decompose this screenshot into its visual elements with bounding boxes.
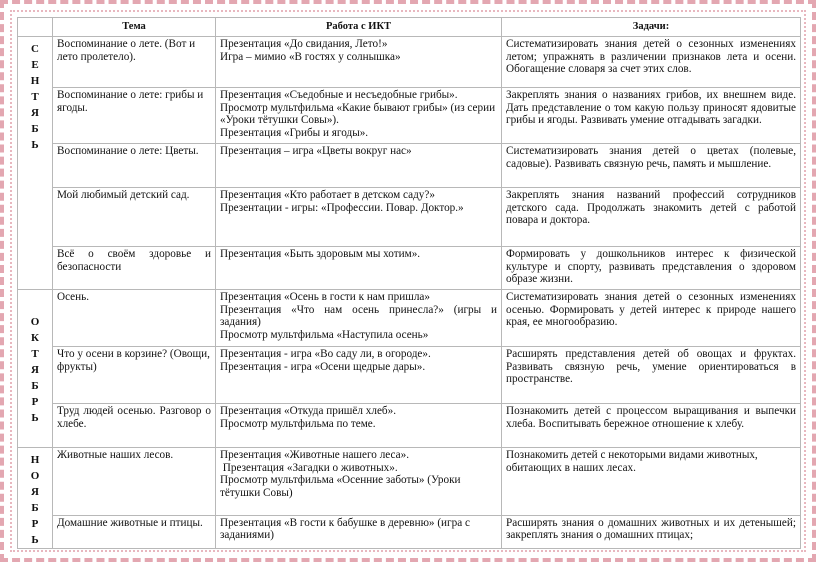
tasks-cell: Систематизировать знания детей о сезонных изменениях осенью. Формировать у детей интерес к природе нашего края, ее многообразию. [502, 290, 801, 347]
ikt-cell [216, 347, 502, 404]
theme-cell: Воспоминание о лете: Цветы. [53, 144, 216, 188]
ikt-line: Презентация «Быть здоровым мы хотим». [220, 248, 421, 260]
month-letter: Б [31, 502, 39, 514]
theme-cell: Мой любимый детский сад. [53, 188, 216, 247]
month-letter: Я [31, 107, 39, 119]
tasks-cell: Систематизировать знания детей о цветах (полевые, садовые). Развивать связную речь, память и мышление. [502, 144, 801, 188]
month-letter: С [31, 43, 39, 55]
month-november [18, 448, 53, 549]
ikt-cell [216, 37, 502, 88]
ikt-cell [216, 144, 502, 188]
theme-cell: Домашние животные и птицы. [53, 515, 216, 548]
table-row [18, 247, 801, 290]
header-theme: Тема [53, 18, 216, 37]
tasks-cell: Закреплять знания названий профессий сотрудников детского сада. Продолжать знакомить детей с работой повара и доктора. [502, 188, 801, 247]
theme-cell: Всё о своём здоровье и безопасности [53, 247, 216, 290]
ikt-line: Просмотр мультфильма «Осенние заботы» (Уроки тётушки Совы) [220, 474, 461, 499]
tasks-cell: Формировать у дошкольников интерес к физической культуре и спорту, развивать представления о здоровом образе жизни. [502, 247, 801, 290]
ikt-cell [216, 88, 502, 144]
theme-cell: Осень. [53, 290, 216, 347]
theme-cell: Животные наших лесов. [53, 448, 216, 516]
month-letter: Б [31, 380, 39, 392]
month-letter: Ь [31, 412, 39, 424]
ikt-cell [216, 515, 502, 548]
table-row [18, 404, 801, 448]
month-letter: О [30, 316, 40, 328]
ikt-line: Презентация «Что нам осень принесла?» (игры и задания) [220, 303, 497, 329]
month-october [18, 290, 53, 448]
month-letter: Р [31, 396, 39, 408]
tasks-cell: Познакомить детей с процессом выращивания и выпечки хлеба. Воспитывать бережное отношение к хлебу. [502, 404, 801, 448]
ikt-cell [216, 404, 502, 448]
ikt-line: Презентация – игра «Цветы вокруг нас» [220, 145, 412, 157]
theme-cell: Воспоминание о лете: грибы и ягоды. [53, 88, 216, 144]
plan-table [17, 17, 801, 549]
ikt-cell [216, 290, 502, 347]
month-letter: Ь [31, 139, 39, 151]
table-row [18, 290, 801, 347]
ikt-line: Презентация «Загадки о животных». [220, 461, 398, 474]
table-row [18, 144, 801, 188]
ikt-cell [216, 247, 502, 290]
month-letter: О [30, 470, 40, 482]
month-letter: Р [31, 518, 39, 530]
table-row [18, 347, 801, 404]
table-row [18, 188, 801, 247]
table-row [18, 37, 801, 88]
ikt-line: Презентация «До свидания, Лето!» [220, 38, 388, 50]
tasks-cell: Закреплять знания о названиях грибов, их внешнем виде. Дать представление о том какую пользу приносят ядовитые грибы и ягоды. Развивать умение отгадывать загадки. [502, 88, 801, 144]
ikt-line: Презентация «Кто работает в детском саду?» [220, 189, 435, 201]
month-letter: Ь [31, 534, 39, 546]
theme-cell: Что у осени в корзине? (Овощи, фрукты) [53, 347, 216, 404]
month-letter: Т [31, 91, 39, 103]
ikt-line: Просмотр мультфильма по теме. [220, 417, 376, 430]
header-ikt: Работа с ИКТ [216, 18, 502, 37]
table-row [18, 448, 801, 516]
month-letter: Я [31, 364, 39, 376]
ikt-line: Презентация - игра «Во саду ли, в огороде». [220, 348, 431, 360]
month-letter: Е [31, 59, 39, 71]
tasks-cell: Познакомить детей с некоторыми видами животных, обитающих в наших лесах. [502, 448, 801, 516]
theme-cell: Воспоминание о лете. (Вот и лето пролетело). [53, 37, 216, 88]
ikt-line: Презентация «Животные нашего леса». [220, 449, 409, 461]
month-letter: Н [30, 454, 40, 466]
header-month-cell [18, 18, 53, 37]
ikt-line: Презентация «Съедобные и несъедобные грибы». [220, 89, 458, 101]
ikt-line: Презентация «Грибы и ягоды». [220, 126, 369, 139]
month-letter: Б [31, 123, 39, 135]
ikt-line: Игра – мимио «В гостях у солнышка» [220, 50, 401, 63]
month-letter: Н [30, 75, 40, 87]
ikt-line: Презентация - игра «Осени щедрые дары». [220, 360, 426, 373]
month-letter: К [31, 332, 39, 344]
month-letter: Я [31, 486, 39, 498]
ikt-line: Просмотр мультфильма «Какие бывают грибы» (из серии «Уроки тётушки Совы»). [220, 101, 496, 127]
ikt-line: Презентация «В гости к бабушке в деревню» (игра с заданиями) [220, 516, 470, 542]
tasks-cell: Систематизировать знания детей о сезонных изменениях летом; упражнять в различении признаков лета и осени. Обогащение словаря за счет этих слов. [502, 37, 801, 88]
month-letter: Т [31, 348, 39, 360]
table-row [18, 515, 801, 548]
tasks-cell: Расширять представления детей об овощах и фруктах. Развивать связную речь, умение ориентироваться в пространстве. [502, 347, 801, 404]
ikt-cell [216, 188, 502, 247]
ikt-line: Презентация «Осень в гости к нам пришла» [220, 291, 430, 303]
header-tasks: Задачи: [502, 18, 801, 37]
ikt-line: Презентация «Откуда пришёл хлеб». [220, 405, 396, 417]
ikt-line: Презентации - игры: «Профессии. Повар. Доктор.» [220, 201, 464, 214]
table-row [18, 88, 801, 144]
tasks-cell: Расширять знания о домашних животных и их детенышей; закреплять знания о домашних птицах; [502, 515, 801, 548]
table-header-row [18, 18, 801, 37]
theme-cell: Труд людей осенью. Разговор о хлебе. [53, 404, 216, 448]
ikt-cell [216, 448, 502, 516]
month-september [18, 37, 53, 290]
ikt-line: Просмотр мультфильма «Наступила осень» [220, 328, 429, 341]
